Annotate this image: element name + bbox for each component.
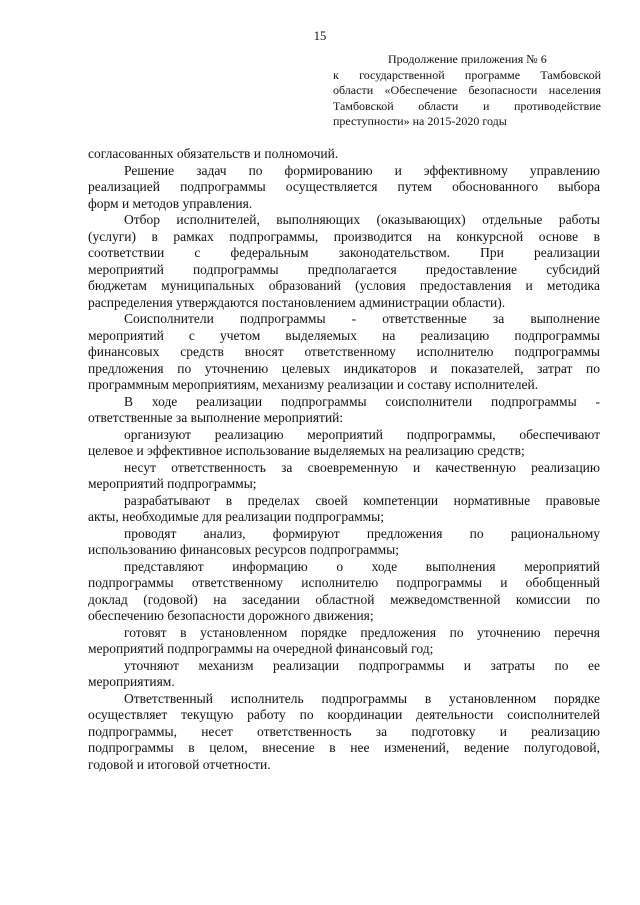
paragraph — [88, 394, 600, 427]
paragraph-line: Соисполнители подпрограммы - ответственные за выполнение — [124, 311, 600, 326]
paragraph-line: мероприятий подпрограммы предполагается предоставление субсидий — [88, 261, 600, 277]
paragraph-line: подпрограммы, несет ответственность за подготовку и реализацию — [88, 723, 600, 739]
paragraph-line: (услуги) в рамках подпрограммы, производится на конкурсной основе в — [88, 228, 600, 244]
paragraph — [88, 493, 600, 526]
appendix-title: Продолжение приложения № 6 — [388, 52, 547, 66]
paragraph — [88, 212, 600, 311]
paragraph — [88, 163, 600, 213]
paragraph-line: В ходе реализации подпрограммы соисполнители подпрограммы - — [124, 393, 600, 409]
paragraph-line: организуют реализацию мероприятий подпрограммы, обеспечивают — [124, 426, 600, 442]
paragraph-line: реализацией подпрограммы осуществляется путем обоснованного выбора — [88, 179, 600, 194]
paragraph-line: предложения по уточнению целевых индикаторов и показателей, затрат по — [88, 360, 600, 376]
paragraph-line: бюджетам муниципальных образований (условия предоставления и методика — [88, 278, 600, 293]
paragraph — [88, 526, 600, 559]
paragraph — [88, 427, 600, 460]
appendix-line: преступности» на 2015-2020 годы — [333, 114, 507, 129]
paragraph-line: Отбор исполнителей, выполняющих (оказывающих) отдельные работы — [124, 212, 600, 227]
paragraph-line: осуществляет текущую работу по координации деятельности соисполнителей — [88, 707, 600, 722]
paragraph-line: подпрограммы ответственному исполнителю подпрограммы и обобщенный — [88, 575, 600, 590]
paragraph — [88, 146, 600, 163]
paragraph — [88, 691, 600, 774]
paragraph — [88, 460, 600, 493]
paragraph-line: обеспечению безопасности дорожного движения; — [88, 608, 374, 623]
paragraph-line: мероприятий подпрограммы на очередной финансовый год; — [88, 641, 434, 656]
appendix-line: Тамбовской области и противодействие — [333, 98, 601, 113]
paragraph-line: соответствии с федеральным законодательством. При реализации — [88, 245, 600, 260]
appendix-line: области «Обеспечение безопасности населения — [333, 83, 601, 98]
paragraph-line: Ответственный исполнитель подпрограммы в установленном порядке — [124, 690, 600, 706]
paragraph — [88, 559, 600, 625]
appendix-reference — [333, 68, 601, 130]
paragraph-line: финансовых средств вносят ответственному исполнителю подпрограммы — [88, 344, 600, 359]
paragraph-line: форм и методов управления. — [88, 195, 253, 211]
document-body — [88, 146, 600, 773]
paragraph-line: распределения утверждаются постановлением администрации области). — [88, 294, 506, 310]
paragraph-line: мероприятий подпрограммы; — [88, 476, 257, 491]
paragraph-line: мероприятий с учетом выделяемых на реализацию подпрограммы — [88, 327, 600, 343]
page-number: 15 — [313, 29, 327, 43]
paragraph-line: мероприятиям. — [88, 674, 175, 689]
paragraph-line: уточняют механизм реализации подпрограммы и затраты по ее — [124, 657, 600, 673]
paragraph — [88, 625, 600, 658]
paragraph-line: проводят анализ, формируют предложения по рациональному — [124, 525, 600, 541]
paragraph-line: годовой и итоговой отчетности. — [88, 756, 271, 772]
paragraph — [88, 311, 600, 394]
paragraph-line: Решение задач по формированию и эффективному управлению — [124, 162, 600, 178]
paragraph-line: разрабатывают в пределах своей компетенции нормативные правовые — [124, 492, 600, 508]
paragraph-line: ответственные за выполнение мероприятий: — [88, 410, 344, 425]
paragraph-line: готовят в установленном порядке предложения по уточнению перечня — [124, 624, 600, 640]
paragraph-line: согласованных обязательств и полномочий. — [88, 146, 339, 161]
paragraph-line: представляют информацию о ходе выполнения мероприятий — [124, 558, 600, 574]
paragraph-line: использованию финансовых ресурсов подпрограммы; — [88, 542, 399, 557]
paragraph-line: подпрограммы в целом, внесение в нее изменений, ведение полугодовой, — [88, 740, 600, 755]
paragraph-line: целевое и эффективное использование выделяемых на реализацию средств; — [88, 443, 525, 458]
paragraph-line: программным мероприятиям, механизму реализации и составу исполнителей. — [88, 377, 539, 392]
appendix-header — [333, 52, 601, 130]
paragraph-line: несут ответственность за своевременную и качественную реализацию — [124, 459, 600, 475]
appendix-line: к государственной программе Тамбовской — [333, 67, 601, 82]
paragraph — [88, 658, 600, 691]
paragraph-line: акты, необходимые для реализации подпрограммы; — [88, 509, 384, 524]
paragraph-line: доклад (годовой) на заседании областной межведомственной комиссии по — [88, 591, 600, 607]
